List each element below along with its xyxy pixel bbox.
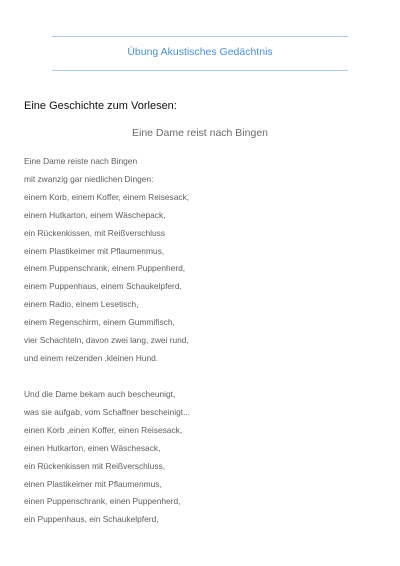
story-line: einen Korb ,einen Koffer, einen Reisesack, [24,424,183,435]
story-line: ein Rückenkissen, mit Reißverschluss [24,227,166,238]
story-line: einem Hutkarton, einem Wäschepack, [24,209,166,220]
story-line: einem Plastikeimer mit Pflaumenmus, [24,245,165,256]
story-line: einem Korb, einem Koffer, einem Reisesack, [24,191,190,202]
story-line: Und die Dame bekam auch bescheunigt, [24,389,176,399]
story-line: einem Puppenschrank, einem Puppenherd, [24,263,186,274]
story-line: vier Schachteln, davon zwei lang, zwei rund, [24,335,189,346]
story-line: einen Puppenschrank, einen Puppenherd, [24,496,181,507]
story-line: und einem reizenden ,kleinen Hund. [24,352,159,363]
story-line: Eine Dame reiste nach Bingen [24,156,138,166]
header-title: Übung Akustisches Gedächtnis [127,46,273,58]
stanza-2 [24,386,190,529]
story-line: mit zwanzig gar niedlichen Dingen: [24,173,154,184]
story-line: einem Regenschirm, einem Gummifisch, [24,317,175,328]
story-line: einen Plastikeimer mit Pflaumenmus, [24,478,162,489]
story-line: was sie aufgab, vom Schaffner bescheinigt... [24,406,191,417]
story-line: einen Hutkarton, einen Wäschesack, [24,442,161,453]
header-top-rule [52,36,348,37]
header-bottom-rule [52,70,348,71]
section-heading: Eine Geschichte zum Vorlesen: [24,100,177,112]
stanza-1 [24,153,189,368]
story-line: ein Rückenkissen mit Reißverschluss, [24,460,166,471]
story-line: ein Puppenhaus, ein Schaukelpferd, [24,514,159,525]
story-line: einem Radio, einem Lesetisch, [24,299,139,310]
story-line: einem Puppenhaus, einem Schaukelpferd, [24,281,182,292]
story-title: Eine Dame reist nach Bingen [132,127,268,139]
